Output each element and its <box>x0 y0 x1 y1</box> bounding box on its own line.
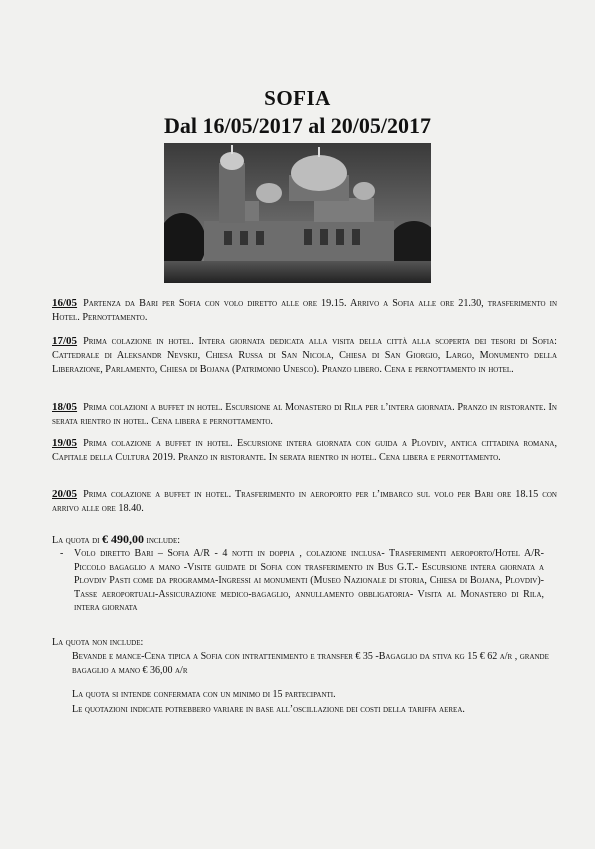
itinerary-day-5 <box>52 487 557 516</box>
itinerary-day-1 <box>52 296 557 325</box>
day-text: Prima colazione a buffet in hotel. Trasferimento in aeroporto per l’imbarco sul volo per Bari ore 18.15 con arrivo alle ore 18.40. <box>52 489 557 515</box>
includes-list <box>60 547 544 615</box>
day-text: Prima colazione in hotel. Intera giornata dedicata alla visita della città alla scoperta dei tesori di Sofia: Cattedrale di Aleksandr Nevskij, Chiesa Russa di San Nicola, Chiesa di San Giorgio, Largo, Monumento della Liberazione, Parlamento, Chiesa di Bojana (Patrimonio Unesco). Pranzo libero. Cena e pernottamento in hotel. <box>52 336 557 376</box>
price-line <box>52 532 180 547</box>
minimum-note: La quota si intende confermata con un minimo di 15 partecipanti. <box>72 689 336 700</box>
day-text: Partenza da Bari per Sofia con volo diretto alle ore 19.15. Arrivo a Sofia alle ore 21.30, trasferimento in Hotel. Pernottamento. <box>52 298 557 324</box>
date-range: Dal 16/05/2017 al 20/05/2017 <box>163 113 432 138</box>
price-value: € 490,00 <box>102 532 144 546</box>
variation-note: Le quotazioni indicate potrebbero variare in base all’oscillazione dei costi della tariffa aerea. <box>72 704 465 715</box>
day-date: 17/05 <box>52 335 78 347</box>
day-date: 18/05 <box>52 401 78 413</box>
price-suffix: include: <box>146 535 180 546</box>
includes-text: Volo diretto Bari – Sofia A/R - 4 notti in doppia , colazione inclusa- Trasferimenti aeroporto/Hotel A/R- Piccolo bagaglio a mano -Visite guidate di Sofia con trasferimento in Bus G.T.- Escursione intera giornata a Plovdiv Pasti come da programma-Ingressi ai monumenti (Museo Nazionale di storia, Chiesa di Bojana, Plovdiv)-Tasse aeroportuali-Assicurazione medico-bagaglio, annullamento obbligatoria- Visita al Monastero di Rila, intera giornata <box>74 548 544 614</box>
bullet-dash: - <box>60 548 64 559</box>
page-title: SOFIA <box>264 86 331 110</box>
not-included-header: La quota non include: <box>52 637 144 648</box>
day-date: 16/05 <box>52 297 78 309</box>
day-text: Prima colazione a buffet in hotel. Escursione intera giornata con guida a Plovdiv, antica cittadina romana, Capitale della Cultura 2019. Pranzo in ristorante. In serata rientro in hotel. Cena libera e pernottamento. <box>52 438 557 464</box>
itinerary-day-4 <box>52 436 557 465</box>
day-date: 20/05 <box>52 488 78 500</box>
itinerary-day-3 <box>52 400 557 429</box>
cathedral-illustration <box>164 143 431 283</box>
not-included-text: Bevande e mance-Cena tipica a Sofia con intrattenimento e transfer € 35 -Bagaglio da stiva kg 15 € 62 a/r , grande bagaglio a mano € 36,00 a/r <box>72 651 549 676</box>
itinerary-day-2 <box>52 334 557 378</box>
cathedral-photo <box>164 143 431 283</box>
day-date: 19/05 <box>52 437 78 449</box>
day-text: Prima colazioni a buffet in hotel. Escursione al Monastero di Rila per l’intera giornata. Pranzo in ristorante. In serata rientro in hotel. Cena libera e pernottamento. <box>52 402 557 428</box>
price-prefix: La quota di <box>52 535 100 546</box>
